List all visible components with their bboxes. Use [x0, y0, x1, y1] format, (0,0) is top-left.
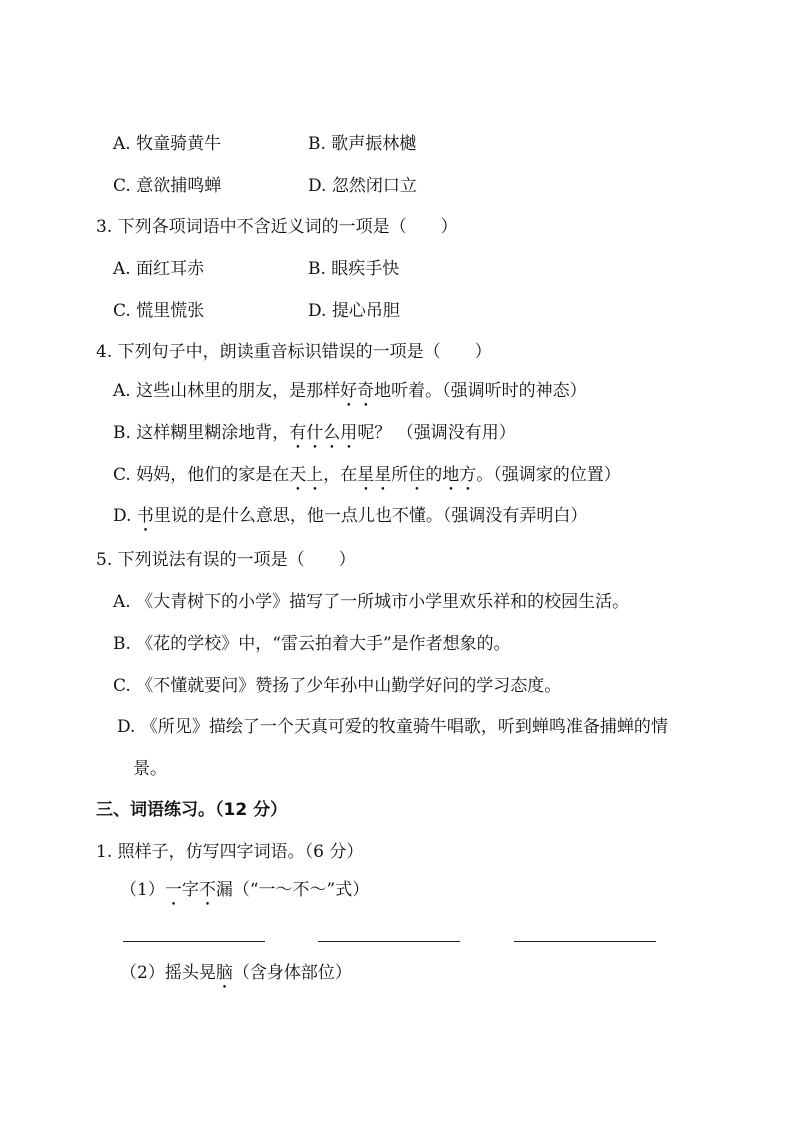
stress-mark-text: 书: [136, 506, 154, 526]
answer-blank-3[interactable]: [514, 941, 656, 942]
stress-mark-text: 住: [408, 465, 426, 485]
stress-mark-text: 脑: [215, 963, 233, 983]
q4-option-a: A. 这些山林里的朋友，是那样好奇地听着。（强调听时的神态）: [113, 381, 587, 401]
q3-option-d: D. 提心吊胆: [308, 301, 400, 321]
stress-mark-text: 星星: [357, 465, 392, 485]
q5-option-d-line2: 景。: [133, 759, 167, 779]
answer-blank-2[interactable]: [318, 941, 460, 942]
q5-stem: 5. 下列说法有误的一项是（ ）: [96, 550, 356, 570]
q4-stem: 4. 下列句子中，朗读重音标识错误的一项是（ ）: [96, 342, 492, 362]
q5-option-c: C. 《不懂就要问》赞扬了少年孙中山勤学好问的学习态度。: [113, 676, 562, 696]
q3-option-a: A. 面红耳赤: [113, 259, 205, 279]
q3-option-b: B. 眼疾手快: [308, 259, 400, 279]
q3-option-c: C. 慌里慌张: [113, 301, 205, 321]
section-3-example-2: （2）摇头晃脑（含身体部位）: [120, 963, 352, 983]
q2-option-b: B. 歌声振林樾: [308, 134, 417, 154]
q5-option-a: A. 《大青树下的小学》描写了一所城市小学里欢乐祥和的校园生活。: [113, 592, 630, 612]
answer-blank-1[interactable]: [123, 941, 265, 942]
stress-mark-text: 有什么用: [289, 423, 358, 443]
q4-option-d: D. 书里说的是什么意思，他一点儿也不懂。（强调没有弄明白）: [113, 506, 588, 526]
q2-option-c: C. 意欲捕鸣蝉: [113, 176, 222, 196]
stress-mark-text: 天上: [289, 465, 324, 485]
q3-stem: 3. 下列各项词语中不含近义词的一项是（ ）: [96, 217, 458, 237]
q2-option-a: A. 牧童骑黄牛: [113, 134, 222, 154]
section-3-example-1: （1）一字不漏（“一～不～”式）: [120, 880, 370, 900]
q5-option-b: B. 《花的学校》中，“雷云拍着大手”是作者想象的。: [113, 634, 511, 654]
q5-option-d-line1: D. 《所见》描绘了一个天真可爱的牧童骑牛唱歌，听到蝉鸣准备捕蝉的情: [117, 717, 668, 737]
stress-mark-text: 一: [164, 880, 182, 900]
stress-mark-text: 地方: [442, 465, 477, 485]
section-3-q1-stem: 1. 照样子，仿写四字词语。（6 分）: [96, 842, 364, 862]
stress-mark-text: 不: [198, 880, 216, 900]
q2-option-d: D. 忽然闭口立: [308, 176, 417, 196]
q4-option-c: C. 妈妈，他们的家是在天上，在星星所住的地方。（强调家的位置）: [113, 465, 621, 485]
stress-mark-text: 好奇: [340, 381, 375, 401]
section-3-title: 三、词语练习。（12 分）: [96, 800, 288, 820]
q4-option-b: B. 这样糊里糊涂地背，有什么用呢？ （强调没有用）: [113, 423, 516, 443]
